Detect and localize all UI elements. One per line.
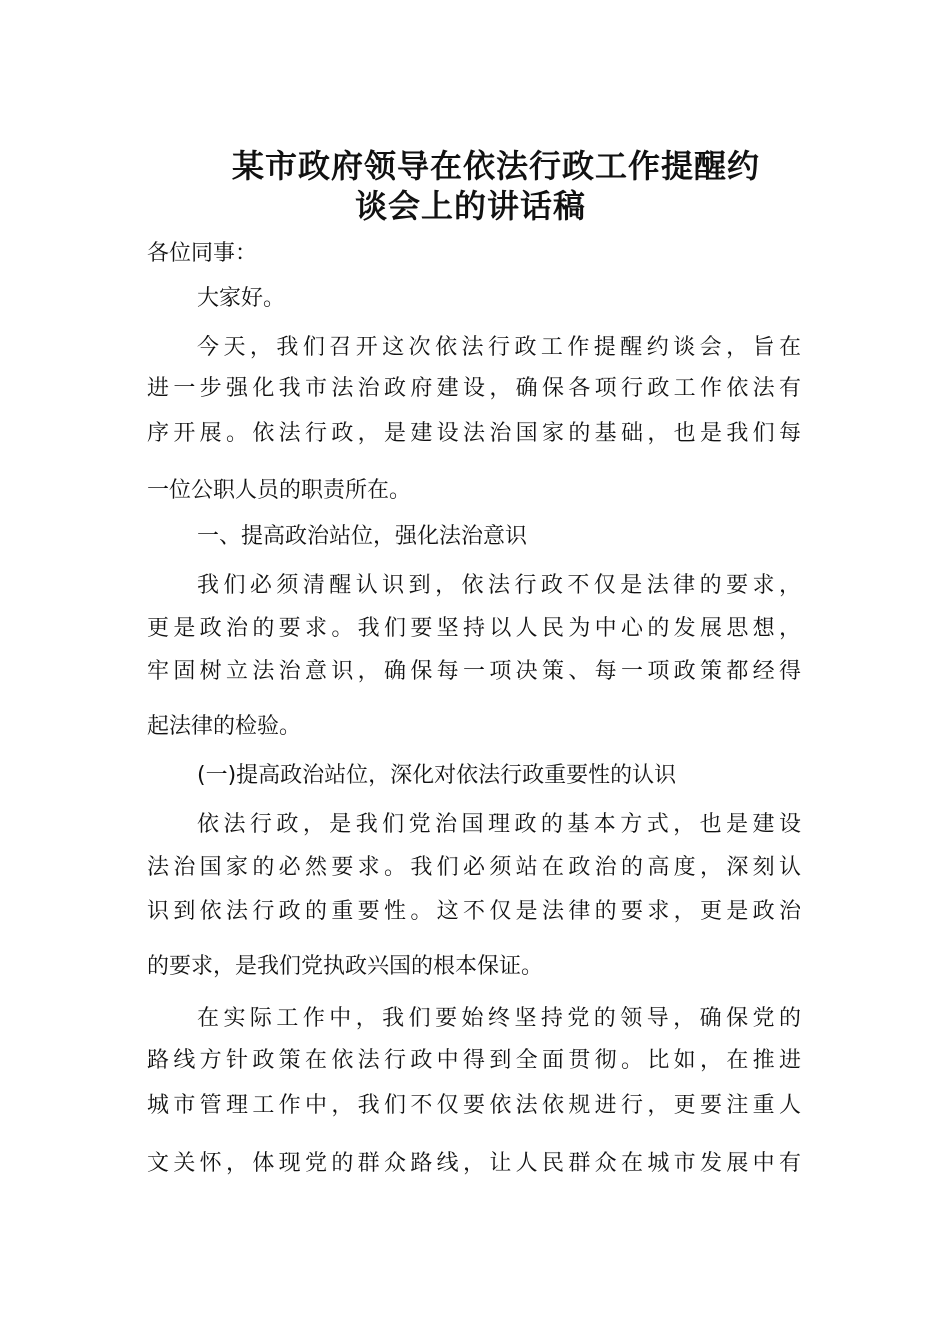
paragraph-4-line-4: 文关怀，体现党的群众路线，让人民群众在城市发展中有 <box>147 1151 801 1176</box>
paragraph-4-line-2: 路线方针政策在依法行政中得到全面贯彻。比如，在推进 <box>147 1048 801 1073</box>
paragraph-2-line-1: 我们必须清醒认识到，依法行政不仅是法律的要求， <box>197 573 801 598</box>
paragraph-1-line-3: 序开展。依法行政，是建设法治国家的基础，也是我们每 <box>147 421 801 446</box>
paragraph-2-line-3: 牢固树立法治意识，确保每一项决策、每一项政策都经得 <box>147 659 801 684</box>
paragraph-1-line-2: 进一步强化我市法治政府建设，确保各项行政工作依法有 <box>147 376 801 401</box>
paragraph-4-line-3: 城市管理工作中，我们不仅要依法依规进行，更要注重人 <box>147 1093 801 1118</box>
paragraph-3-line-3: 识到依法行政的重要性。这不仅是法律的要求，更是政治 <box>147 899 801 924</box>
paragraph-3-line-4: 的要求，是我们党执政兴国的根本保证。 <box>147 954 544 979</box>
subsection-heading-1: (一)提高政治站位，深化对依法行政重要性的认识 <box>197 763 677 788</box>
section-heading-1: 一、提高政治站位，强化法治意识 <box>197 524 528 549</box>
paragraph-3-line-1: 依法行政，是我们党治国理政的基本方式，也是建设 <box>197 812 801 837</box>
paragraph-2-line-2: 更是政治的要求。我们要坚持以人民为中心的发展思想， <box>147 616 801 641</box>
paragraph-4-line-1: 在实际工作中，我们要始终坚持党的领导，确保党的 <box>197 1006 801 1031</box>
paragraph-2-line-4: 起法律的检验。 <box>147 714 302 739</box>
document-title-line-2: 谈会上的讲话稿 <box>355 187 587 225</box>
paragraph-3-line-2: 法治国家的必然要求。我们必须站在政治的高度，深刻认 <box>147 855 801 880</box>
paragraph-1-line-4: 一位公职人员的职责所在。 <box>147 478 412 503</box>
greeting: 大家好。 <box>197 286 286 311</box>
salutation: 各位同事： <box>147 241 258 266</box>
paragraph-1-line-1: 今天，我们召开这次依法行政工作提醒约谈会，旨在 <box>197 335 801 360</box>
document-title-line-1: 某市政府领导在依法行政工作提醒约 <box>232 147 761 185</box>
